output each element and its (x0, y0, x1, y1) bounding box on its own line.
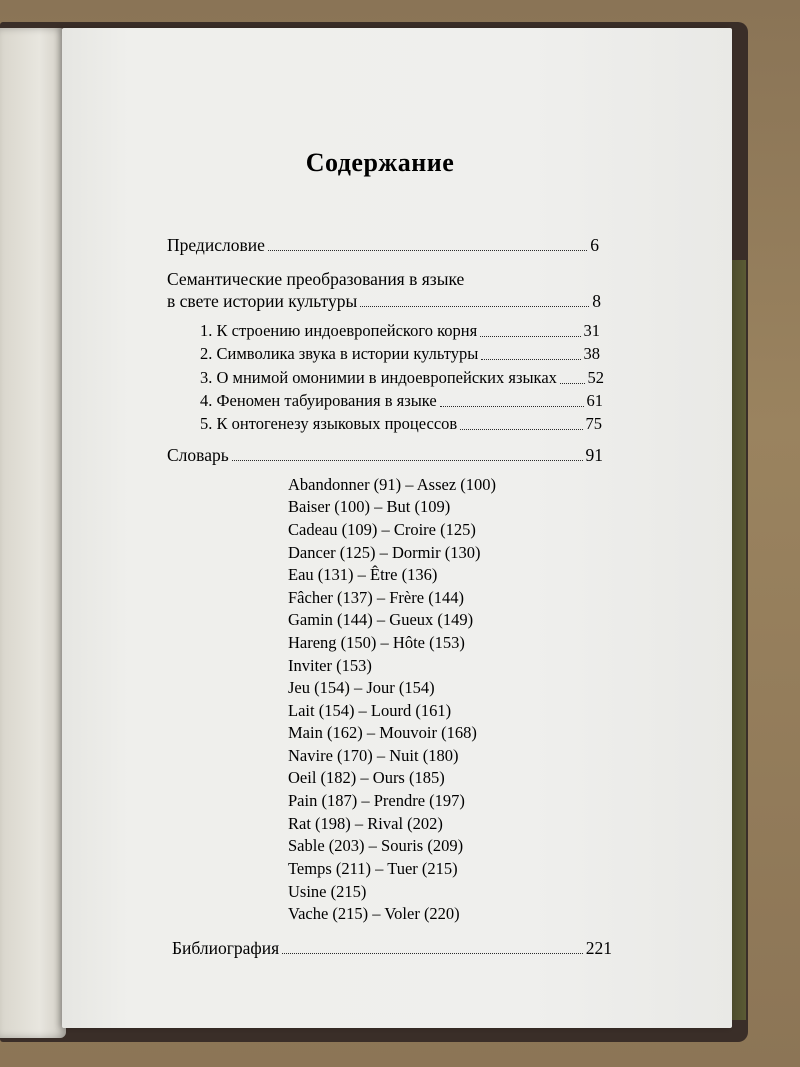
toc-entry-dictionary (167, 444, 603, 466)
toc-page: 38 (583, 344, 600, 363)
left-page (0, 28, 66, 1038)
toc-page: 8 (592, 291, 601, 311)
dictionary-entry: Hareng (150) – Hôte (153) (288, 633, 465, 652)
toc-chapter (200, 390, 603, 412)
dictionary-entry: Rat (198) – Rival (202) (288, 814, 443, 833)
dictionary-entry: Lait (154) – Lourd (161) (288, 701, 452, 720)
dictionary-entry: Cadeau (109) – Croire (125) (288, 520, 476, 539)
toc-label: Семантические преобразования в языке (167, 269, 465, 289)
leader-dots (560, 383, 585, 384)
toc-label: 3. О мнимой омонимии в индоевропейских языках (200, 368, 557, 387)
toc-chapter (200, 343, 600, 365)
dictionary-entry: Gamin (144) – Gueux (149) (288, 610, 474, 629)
leader-dots (282, 953, 583, 954)
toc-page: 91 (585, 445, 603, 465)
toc-label: Словарь (167, 445, 229, 465)
toc-label: в свете истории культуры (167, 291, 358, 311)
toc-label: Библиография (172, 938, 280, 958)
dictionary-entry: Usine (215) (288, 882, 367, 901)
toc-page: 31 (583, 321, 600, 340)
dictionary-entry: Abandonner (91) – Assez (100) (288, 475, 497, 494)
toc-page: 61 (586, 391, 603, 410)
toc-label: 1. К строению индоевропейского корня (200, 321, 478, 340)
toc-label: 4. Феномен табуирования в языке (200, 391, 437, 410)
dictionary-entry: Inviter (153) (288, 656, 372, 675)
toc-chapter (200, 367, 604, 389)
dictionary-entry: Pain (187) – Prendre (197) (288, 791, 465, 810)
dictionary-entry: Eau (131) – Être (136) (288, 565, 438, 584)
dictionary-entry: Oeil (182) – Ours (185) (288, 768, 445, 787)
toc-label: 5. К онтогенезу языковых процессов (200, 414, 458, 433)
dictionary-entry: Sable (203) – Souris (209) (288, 836, 464, 855)
leader-dots (440, 406, 584, 407)
dictionary-entry: Navire (170) – Nuit (180) (288, 746, 459, 765)
leader-dots (481, 359, 580, 360)
toc-chapter (200, 413, 602, 435)
dictionary-entry: Temps (211) – Tuer (215) (288, 859, 458, 878)
toc-chapter (200, 320, 600, 342)
dictionary-entry: Jeu (154) – Jour (154) (288, 678, 435, 697)
toc-entry-preface (167, 234, 599, 256)
toc-entry-bibliography (172, 937, 612, 959)
toc-page: 75 (585, 414, 602, 433)
dictionary-entry: Baiser (100) – But (109) (288, 497, 451, 516)
dictionary-entry: Dancer (125) – Dormir (130) (288, 543, 481, 562)
toc-entry-semantic (167, 290, 601, 312)
leader-dots (268, 250, 587, 251)
dictionary-entry: Main (162) – Mouvoir (168) (288, 723, 477, 742)
toc-page: 6 (590, 235, 599, 255)
leader-dots (460, 429, 582, 430)
toc-page: 221 (585, 938, 612, 958)
toc-label: Предисловие (167, 235, 265, 255)
leader-dots (480, 336, 580, 337)
toc-entry-semantic-line1 (167, 268, 597, 290)
dictionary-entry: Fâcher (137) – Frère (144) (288, 588, 464, 607)
dictionary-entry: Vache (215) – Voler (220) (288, 904, 460, 923)
leader-dots (360, 306, 589, 307)
page-title: Содержание (305, 148, 455, 177)
toc-page: 52 (587, 368, 604, 387)
leader-dots (232, 460, 583, 461)
toc-label: 2. Символика звука в истории культуры (200, 344, 479, 363)
